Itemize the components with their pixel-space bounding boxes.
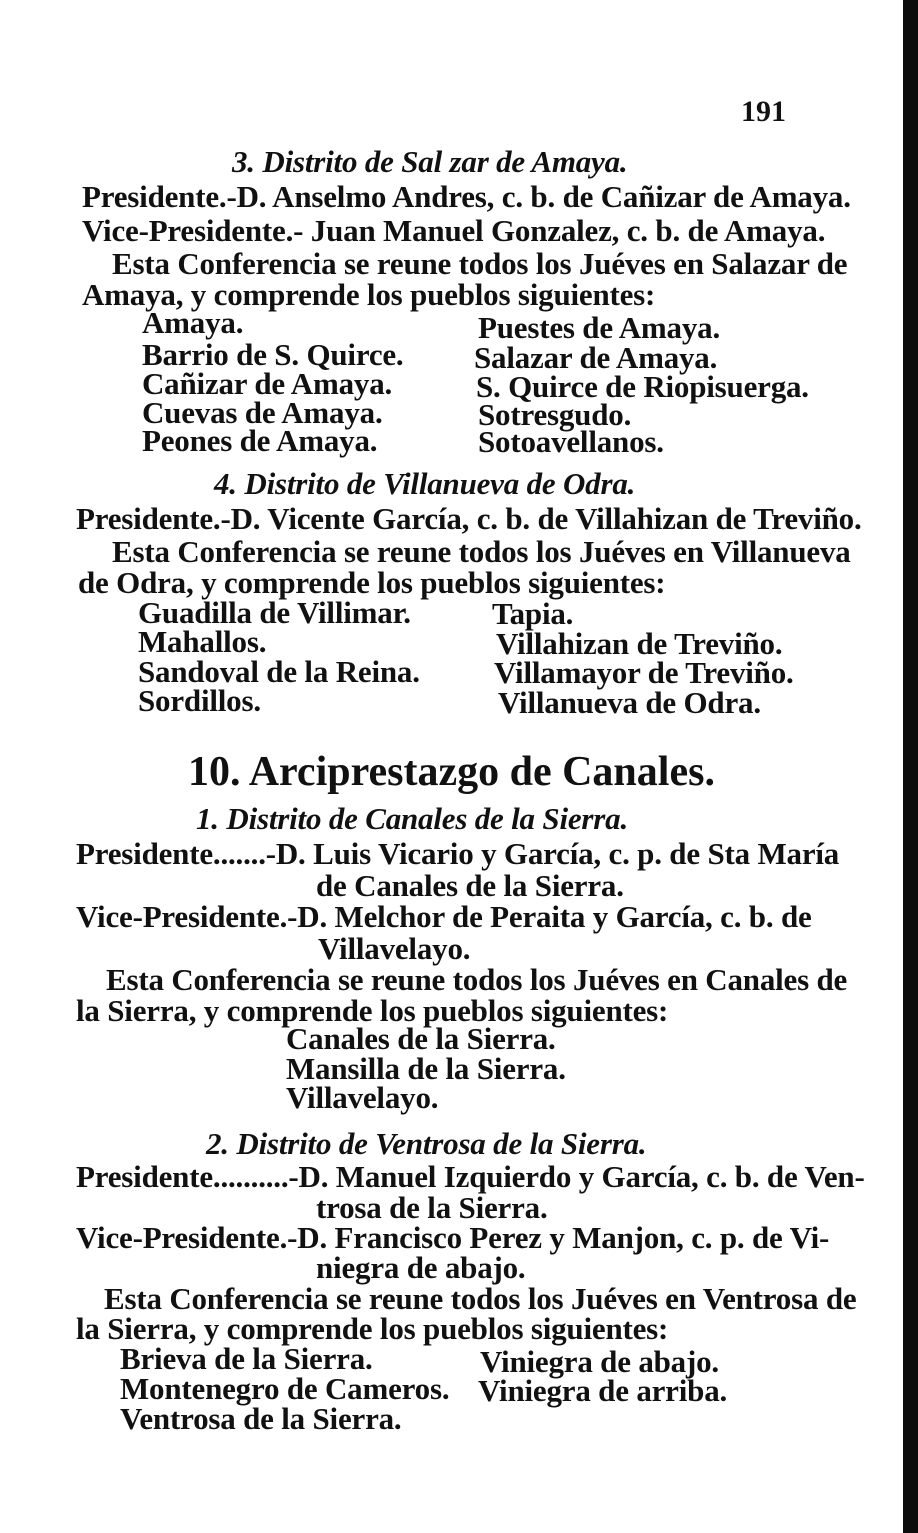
- text-line: Peones de Amaya.: [142, 423, 378, 458]
- text-line: Vice-Presidente.-D. Melchor de Peraita y García, c. b. de: [76, 899, 812, 934]
- text-line: Sotoavellanos.: [478, 424, 664, 459]
- text-line: Barrio de S. Quirce.: [142, 337, 404, 372]
- text-line: trosa de la Sierra.: [316, 1190, 548, 1225]
- text-line: Esta Conferencia se reune todos los Juéves en Villanueva: [112, 534, 851, 569]
- text-line: Presidente.......-D. Luis Vicario y García, c. p. de Sta María: [76, 836, 840, 871]
- text-line: Presidente.-D. Anselmo Andres, c. b. de Cañizar de Amaya.: [82, 179, 851, 214]
- text-line: Esta Conferencia se reune todos los Juéves en Salazar de: [112, 246, 848, 281]
- text-line: Villavelayo.: [318, 931, 471, 966]
- text-line: de Canales de la Sierra.: [316, 868, 624, 903]
- page-number: 191: [741, 95, 786, 128]
- text-line: Viniegra de arriba.: [478, 1373, 728, 1408]
- text-line: Montenegro de Cameros.: [120, 1371, 450, 1406]
- text-line: Mansilla de la Sierra.: [286, 1051, 566, 1086]
- text-line: Vice-Presidente.-D. Francisco Perez y Manjon, c. p. de Vi-: [76, 1220, 830, 1255]
- text-line: Sandoval de la Reina.: [138, 654, 420, 689]
- text-line: Villavelayo.: [286, 1080, 439, 1115]
- text-line: Canales de la Sierra.: [286, 1021, 556, 1056]
- text-line: Viniegra de abajo.: [480, 1344, 719, 1379]
- text-line: Cuevas de Amaya.: [142, 395, 383, 430]
- text-line: Ventrosa de la Sierra.: [120, 1401, 402, 1436]
- text-line: Villamayor de Treviño.: [494, 655, 794, 690]
- text-line: Amaya.: [142, 305, 244, 340]
- text-line: niegra de abajo.: [316, 1250, 526, 1285]
- district-heading: 3. Distrito de Sal zar de Amaya.: [232, 144, 628, 179]
- text-line: Villahizan de Treviño.: [496, 626, 783, 661]
- text-line: Mahallos.: [138, 624, 267, 659]
- text-line: Esta Conferencia se reune todos los Juéves en Ventrosa de: [104, 1281, 857, 1316]
- text-line: Vice-Presidente.- Juan Manuel Gonzalez, c. b. de Amaya.: [82, 213, 826, 248]
- text-line: Puestes de Amaya.: [478, 310, 720, 345]
- text-line: Sordillos.: [138, 683, 261, 718]
- text-line: Guadilla de Villimar.: [138, 595, 411, 630]
- text-line: Tapia.: [492, 596, 574, 631]
- text-line: Presidente.-D. Vicente García, c. b. de Villahizan de Treviño.: [76, 501, 862, 536]
- page-border: [903, 0, 918, 1533]
- text-line: la Sierra, y comprende los pueblos siguientes:: [76, 993, 669, 1028]
- district-heading: 1. Distrito de Canales de la Sierra.: [196, 801, 628, 836]
- text-line: de Odra, y comprende los pueblos siguientes:: [78, 565, 666, 600]
- section-heading: 10. Arciprestazgo de Canales.: [188, 749, 715, 795]
- district-heading: 4. Distrito de Villanueva de Odra.: [214, 466, 636, 501]
- text-line: S. Quirce de Riopisuerga.: [476, 369, 809, 404]
- text-line: Salazar de Amaya.: [474, 340, 718, 375]
- text-line: Cañizar de Amaya.: [142, 366, 393, 401]
- text-line: Villanueva de Odra.: [498, 685, 761, 720]
- text-line: Sotresgudo.: [478, 397, 632, 432]
- district-heading: 2. Distrito de Ventrosa de la Sierra.: [206, 1126, 647, 1161]
- text-line: la Sierra, y comprende los pueblos siguientes:: [76, 1311, 669, 1346]
- text-line: Amaya, y comprende los pueblos siguientes:: [82, 277, 656, 312]
- text-line: Presidente..........-D. Manuel Izquierdo y García, c. b. de Ven-: [76, 1159, 865, 1194]
- text-line: Brieva de la Sierra.: [120, 1341, 373, 1376]
- text-line: Esta Conferencia se reune todos los Juéves en Canales de: [106, 962, 848, 997]
